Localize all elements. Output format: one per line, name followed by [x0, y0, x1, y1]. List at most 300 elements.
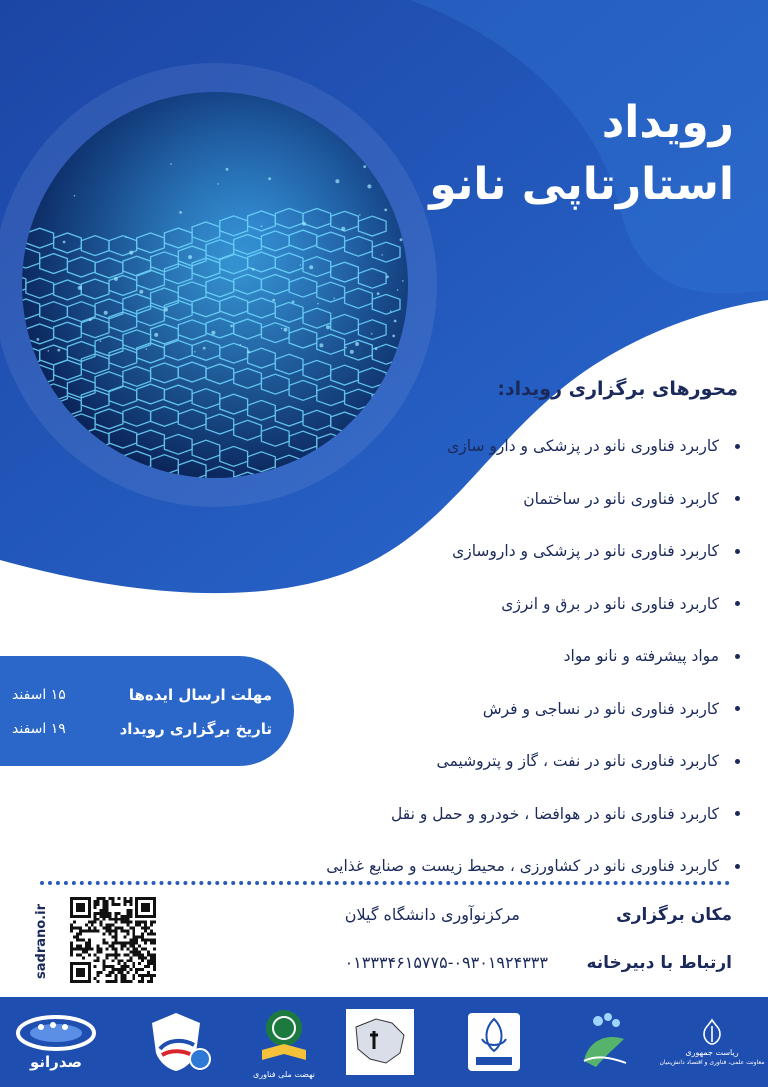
qr-cell	[100, 947, 103, 950]
qr-cell	[103, 903, 106, 906]
qr-cell	[103, 965, 106, 968]
book-logo-caption: نهضت ملی فناوری	[252, 1069, 316, 1079]
sparkle	[402, 280, 404, 282]
science-park-icon	[576, 1011, 634, 1073]
sparkle	[78, 286, 82, 290]
qr-cell	[79, 944, 82, 947]
qr-cell	[73, 947, 76, 950]
qr-cell	[120, 977, 123, 980]
qr-cell	[132, 933, 135, 936]
event-date-row	[12, 714, 272, 744]
qr-cell	[76, 936, 79, 939]
qr-cell	[117, 927, 120, 930]
qr-cell	[88, 930, 91, 933]
sparkle	[247, 351, 250, 354]
sadrano-logo	[8, 1005, 104, 1079]
qr-cell	[150, 930, 153, 933]
qr-cell	[91, 930, 94, 933]
qr-cell	[141, 939, 144, 942]
qr-cell	[153, 941, 156, 944]
qr-cell	[70, 930, 73, 933]
qr-cell	[126, 980, 129, 983]
qr-cell	[117, 968, 120, 971]
qr-cell	[114, 915, 117, 918]
qr-cell	[114, 947, 117, 950]
sparkle	[394, 320, 397, 323]
deadline-row	[12, 680, 272, 710]
qr-cell	[114, 936, 117, 939]
qr-cell	[129, 900, 132, 903]
qr-cell	[70, 924, 73, 927]
qr-cell	[138, 953, 141, 956]
qr-cell	[94, 921, 97, 924]
qr-cell	[132, 962, 135, 965]
qr-cell	[123, 977, 126, 980]
qr-cell	[117, 953, 120, 956]
qr-cell	[138, 944, 141, 947]
qr-cell	[129, 915, 132, 918]
qr-cell	[129, 909, 132, 912]
qr-cell	[88, 944, 91, 947]
sparkle	[268, 177, 271, 180]
qr-cell	[126, 971, 129, 974]
qr-cell	[76, 953, 79, 956]
qr-cell	[132, 936, 135, 939]
qr-cell	[106, 900, 109, 903]
qr-cell	[70, 944, 73, 947]
qr-cell	[85, 947, 88, 950]
qr-cell	[85, 924, 88, 927]
qr-cell	[97, 950, 100, 953]
shield-logo	[138, 1005, 214, 1079]
qr-cell	[76, 947, 79, 950]
qr-cell	[82, 956, 85, 959]
qr-cell	[123, 944, 126, 947]
qr-cell	[117, 912, 120, 915]
sparkle	[63, 241, 66, 244]
qr-cell	[153, 897, 156, 918]
university-logo-icon	[464, 1009, 524, 1075]
qr-cell	[120, 921, 123, 924]
qr-cell	[106, 924, 109, 927]
qr-cell	[79, 947, 82, 950]
qr-cell	[117, 971, 120, 974]
qr-cell	[103, 897, 106, 900]
sparkle	[139, 290, 143, 294]
qr-cell	[135, 968, 138, 971]
qr-cell	[153, 939, 156, 942]
qr-cell	[132, 944, 135, 947]
qr-cell	[153, 956, 156, 959]
qr-cell	[85, 950, 88, 953]
axis-item-text: کاربرد فناوری نانو در پزشکی و دارو سازی	[447, 437, 719, 456]
qr-cell	[123, 918, 126, 921]
qr-cell	[88, 947, 91, 950]
deadline-value: ۱۵ اسفند	[12, 687, 66, 703]
map-logo	[344, 1005, 416, 1079]
qr-cell	[114, 939, 117, 942]
qr-cell	[150, 959, 153, 962]
qr-cell	[123, 980, 126, 983]
qr-cell	[112, 930, 115, 933]
qr-cell	[129, 950, 132, 953]
qr-cell	[112, 980, 115, 983]
qr-cell	[106, 965, 109, 968]
qr-cell	[144, 947, 147, 950]
bullet-icon	[735, 706, 740, 711]
qr-cell	[70, 962, 73, 983]
qr-cell	[132, 927, 135, 930]
qr-cell	[147, 965, 150, 968]
qr-cell	[135, 939, 138, 942]
qr-cell	[103, 909, 106, 912]
qr-cell	[100, 897, 103, 900]
emblem-icon	[699, 1018, 725, 1046]
qr-cell	[97, 903, 100, 906]
qr-cell	[126, 924, 129, 927]
qr-cell	[123, 941, 126, 944]
qr-cell	[114, 941, 117, 944]
qr-cell	[132, 930, 135, 933]
qr-cell	[138, 962, 141, 965]
book-logo-icon	[258, 1006, 310, 1068]
qr-cell	[100, 912, 103, 915]
qr-cell	[114, 974, 117, 977]
sparkle	[226, 168, 229, 171]
list-item	[220, 578, 740, 631]
qr-cell	[120, 959, 123, 962]
qr-cell	[97, 930, 100, 933]
qr-cell	[120, 927, 123, 930]
qr-cell	[112, 918, 115, 921]
qr-cell	[106, 909, 109, 912]
bullet-icon	[735, 549, 740, 554]
qr-cell	[109, 912, 112, 915]
qr-cell	[129, 941, 132, 944]
qr-cell	[94, 903, 97, 906]
contact-phone[interactable]: ۰۱۳۳۳۴۶۱۵۷۷۵-۰۹۳۰۱۹۲۴۳۳۳	[344, 953, 548, 972]
qr-cell	[126, 941, 129, 944]
qr-cell	[70, 980, 91, 983]
qr-cell	[106, 915, 109, 918]
qr-cell	[135, 897, 138, 918]
qr-cell	[73, 936, 76, 939]
qr-cell	[135, 915, 156, 918]
qr-cell	[144, 930, 147, 933]
qr-cell	[106, 980, 109, 983]
qr-cell	[117, 918, 120, 921]
sparkle	[74, 195, 76, 197]
qr-cell	[129, 959, 132, 962]
qr-cell	[120, 965, 123, 968]
qr-cell	[91, 921, 94, 924]
qr-cell	[141, 977, 144, 980]
university-logo	[462, 1005, 526, 1079]
qr-cell	[135, 924, 138, 927]
qr-cell	[132, 947, 135, 950]
sparkle	[100, 340, 102, 342]
qr-cell	[120, 915, 123, 918]
qr-cell	[144, 941, 147, 944]
title-line-2: استارتاپی نانو	[429, 159, 734, 210]
qr-cell	[106, 941, 109, 944]
title-line-1: رویداد	[601, 97, 734, 148]
qr-cell	[138, 921, 141, 924]
qr-cell	[141, 980, 144, 983]
sadrano-logo-icon	[13, 1013, 99, 1053]
qr-cell	[100, 909, 103, 912]
qr-cell	[85, 930, 88, 933]
presidency-text: ریاست جمهوری	[685, 1048, 739, 1057]
sparkle	[355, 342, 359, 346]
website-link[interactable]: sadrano.ir	[34, 904, 49, 980]
qr-cell	[70, 962, 91, 965]
sparkle	[211, 331, 215, 335]
qr-cell	[141, 936, 144, 939]
qr-cell	[103, 900, 106, 903]
event-date-value: ۱۹ اسفند	[12, 721, 66, 737]
axis-item-text: کاربرد فناوری نانو در هوافضا ، خودرو و حمل و نقل	[391, 804, 719, 823]
qr-cell	[126, 909, 129, 912]
qr-cell	[126, 947, 129, 950]
qr-cell	[114, 927, 117, 930]
qr-cell	[147, 933, 150, 936]
sparkle	[309, 265, 313, 269]
qr-cell	[126, 915, 129, 918]
qr-cell	[114, 930, 117, 933]
qr-cell	[70, 915, 91, 918]
qr-cell	[114, 956, 117, 959]
qr-cell	[141, 959, 144, 962]
qr-cell	[123, 965, 126, 968]
qr-cell	[76, 968, 85, 977]
book-logo	[252, 1005, 316, 1079]
sparkle	[341, 227, 345, 231]
qr-cell	[94, 927, 97, 930]
qr-cell	[109, 897, 112, 900]
qr-cell	[147, 959, 150, 962]
qr-cell	[112, 968, 115, 971]
qr-cell	[132, 965, 135, 968]
qr-cell	[150, 962, 153, 965]
sparkle	[281, 328, 283, 330]
qr-cell	[126, 953, 129, 956]
sparkle	[170, 163, 172, 165]
qr-cell	[144, 921, 147, 924]
qr-cell	[123, 921, 126, 924]
venue-value: مرکزنوآوری دانشگاه گیلان	[344, 905, 520, 924]
qr-cell	[123, 953, 126, 956]
qr-cell	[100, 921, 103, 924]
venue-label: مکان برگزاری	[616, 905, 732, 925]
qr-cell	[88, 962, 91, 983]
qr-cell	[112, 944, 115, 947]
qr-cell	[112, 971, 115, 974]
qr-cell	[132, 939, 135, 942]
qr-cell	[153, 953, 156, 956]
qr-cell	[70, 941, 73, 944]
qr-cell	[70, 947, 73, 950]
qr-cell	[97, 912, 100, 915]
qr-cell	[97, 897, 100, 900]
qr-cell	[132, 974, 135, 977]
qr-cell	[114, 980, 117, 983]
qr-cell	[112, 953, 115, 956]
map-logo-icon	[346, 1009, 414, 1075]
qr-cell	[132, 953, 135, 956]
qr-cell	[120, 968, 123, 971]
qr-cell	[147, 971, 150, 974]
sparkle	[217, 183, 219, 185]
qr-cell	[114, 968, 117, 971]
qr-cell	[94, 930, 97, 933]
qr-cell	[138, 968, 141, 971]
qr-cell	[120, 947, 123, 950]
qr-cell	[76, 944, 79, 947]
qr-cell	[141, 947, 144, 950]
qr-cell	[117, 941, 120, 944]
sparkle	[402, 349, 406, 353]
qr-cell	[97, 959, 100, 962]
dotted-divider	[40, 881, 730, 885]
presidency-caption: معاونت علمی، فناوری و اقتصاد دانش‌بنیان	[659, 1059, 765, 1066]
qr-cell	[103, 927, 106, 930]
qr-cell	[82, 939, 85, 942]
qr-cell	[129, 944, 132, 947]
qr-cell	[100, 950, 103, 953]
qr-cell	[109, 974, 112, 977]
qr-cell	[138, 956, 141, 959]
sparkle	[261, 225, 263, 227]
qr-cell	[153, 962, 156, 965]
qr-cell	[126, 965, 129, 968]
presidency-logo	[659, 1005, 765, 1079]
qr-cell	[147, 939, 150, 942]
sponsor-footer	[0, 997, 768, 1087]
qr-cell	[147, 953, 150, 956]
qr-cell	[109, 930, 112, 933]
qr-cell	[114, 933, 117, 936]
sparkle	[104, 311, 108, 315]
qr-cell	[126, 918, 129, 921]
qr-cell	[150, 924, 153, 927]
qr-cell	[112, 941, 115, 944]
qr-cell	[141, 933, 144, 936]
axis-item-text: کاربرد فناوری نانو در نفت ، گاز و پتروشیمی	[436, 752, 719, 771]
sparkle	[203, 347, 206, 350]
qr-cell	[135, 947, 138, 950]
sparkle	[114, 277, 118, 281]
axes-list	[220, 420, 740, 893]
qr-cell	[117, 903, 120, 906]
qr-cell	[70, 897, 91, 900]
qr-cell	[114, 977, 117, 980]
qr-cell	[103, 941, 106, 944]
list-item	[220, 788, 740, 841]
qr-cell	[112, 965, 115, 968]
sparkle	[129, 251, 133, 255]
qr-cell	[88, 897, 91, 918]
qr-cell	[135, 971, 138, 974]
sparkle	[377, 292, 380, 295]
qr-cell	[106, 906, 109, 909]
qr-cell	[94, 953, 97, 956]
qr-cell	[112, 903, 115, 906]
qr-cell	[97, 918, 100, 921]
qr-cell	[123, 930, 126, 933]
qr-cell	[100, 924, 103, 927]
qr-cell	[138, 924, 141, 927]
qr-cell	[97, 980, 100, 983]
sparkle	[404, 339, 407, 342]
qr-cell	[94, 915, 97, 918]
qr-cell	[153, 947, 156, 950]
qr-cell	[97, 974, 100, 977]
qr-cell	[70, 927, 73, 930]
sparkle	[335, 179, 339, 183]
qr-cell	[114, 921, 117, 924]
qr-cell	[150, 980, 153, 983]
qr-cell	[94, 965, 97, 968]
qr-cell	[106, 953, 109, 956]
qr-cell	[112, 959, 115, 962]
qr-cell	[135, 936, 138, 939]
qr-cell	[79, 927, 82, 930]
qr-cell	[144, 965, 147, 968]
sparkle	[375, 347, 378, 350]
qr-cell	[150, 974, 153, 977]
qr-cell	[129, 956, 132, 959]
qr-cell	[120, 971, 123, 974]
qr-cell	[97, 956, 100, 959]
sparkle	[386, 275, 389, 278]
qr-cell	[88, 953, 91, 956]
qr-cell	[70, 950, 73, 953]
qr-cell	[103, 918, 106, 921]
qr-cell	[129, 897, 132, 900]
qr-cell	[103, 915, 106, 918]
qr-cell	[109, 953, 112, 956]
qr-cell	[73, 927, 76, 930]
list-item	[220, 683, 740, 736]
qr-cell	[153, 968, 156, 971]
sparkle	[284, 328, 288, 332]
qr-cell	[88, 941, 91, 944]
qr-cell	[109, 933, 112, 936]
sparkle	[31, 199, 34, 202]
axis-item-text: کاربرد فناوری نانو در نساجی و فرش	[482, 699, 719, 718]
qr-cell	[135, 941, 138, 944]
qr-cell	[141, 974, 144, 977]
qr-cell	[94, 912, 97, 915]
sparkle	[317, 303, 319, 305]
qr-cell	[94, 900, 97, 903]
qr-cell	[129, 980, 132, 983]
qr-cell	[150, 933, 153, 936]
qr-cell	[91, 947, 94, 950]
sadrano-text: صدرانو	[30, 1053, 82, 1071]
qr-cell	[106, 927, 109, 930]
qr-code[interactable]	[70, 897, 156, 983]
qr-cell	[129, 939, 132, 942]
list-item	[220, 473, 740, 526]
qr-cell	[135, 953, 138, 956]
sparkle	[381, 254, 383, 256]
qr-cell	[112, 900, 115, 903]
qr-cell	[114, 912, 117, 915]
qr-cell	[150, 939, 153, 942]
qr-cell	[94, 906, 97, 909]
